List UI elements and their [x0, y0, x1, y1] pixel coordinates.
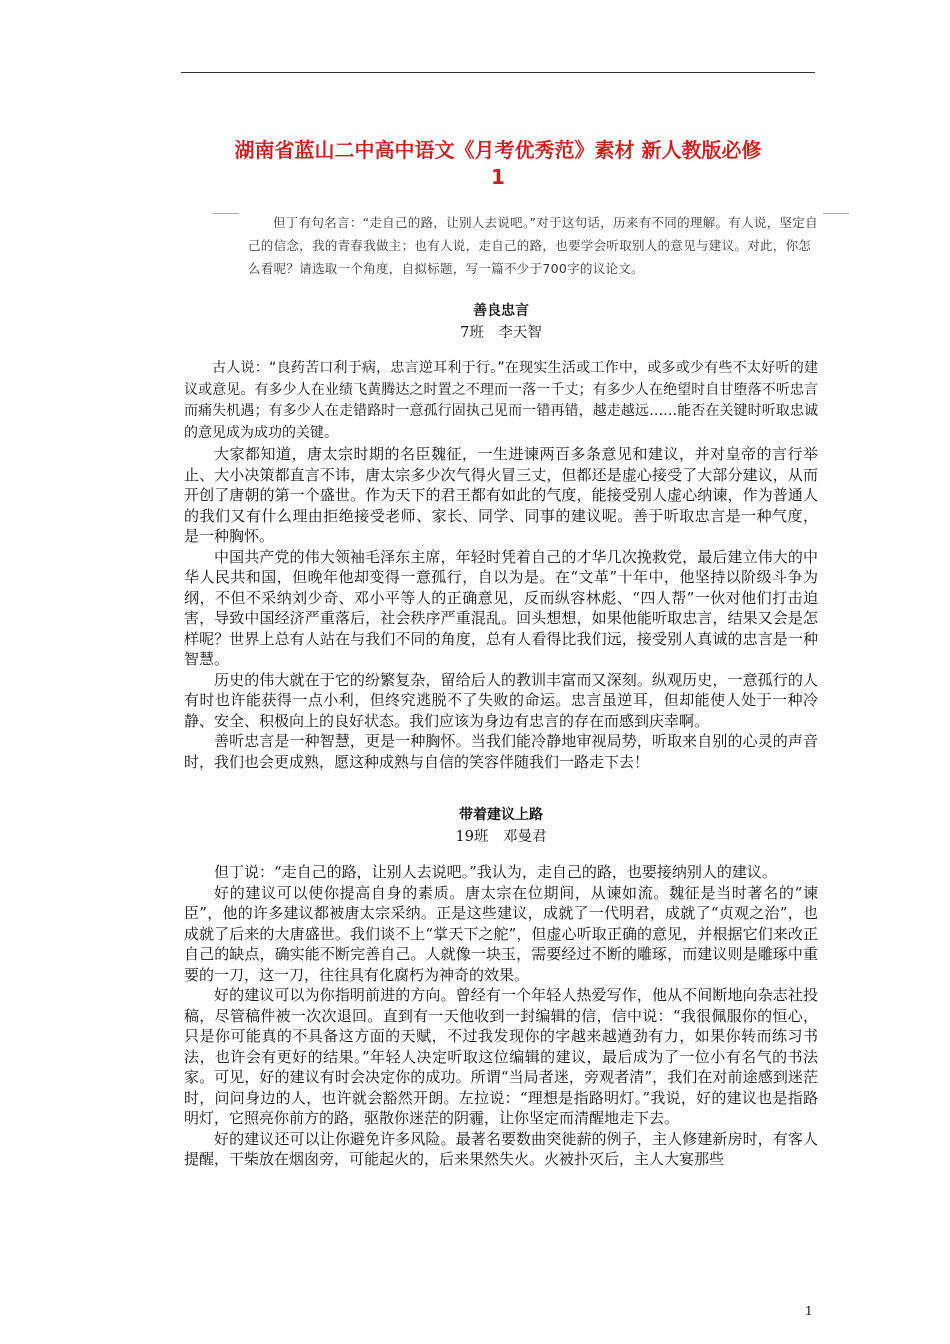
essay-2-paragraph: 好的建议可以使你提高自身的素质。唐太宗在位期间，从谏如流。魏征是当时著名的“谏臣”，他的许多建议都被唐太宗采纳。正是这些建议，成就了一代明君，成就了“贞观之治”，也成就了后来的大唐盛世。我们谈不上“掌天下之舵”，但虚心听取正确的意见，并根据它们来改正自己的缺点，确实能不断完善自己。人就像一块玉，需要经过不断的雕琢，而建议则是雕琢中重要的一刀，这一刀，往往具有化腐朽为神奇的效果。: [184, 883, 818, 984]
document-title-line2: 1: [491, 165, 505, 189]
essay-1-title: 善良忠言: [473, 303, 529, 319]
prompt-rule-left: [213, 213, 239, 214]
prompt-text: 但丁有句名言：“走自己的路，让别人去说吧。”对于这句话，历来有不同的理解。有人说，坚定自己的信念，我的青春我做主；也有人说，走自己的路，也要学会听取别人的意见与建议。对此，你怎么看呢？请选取一个角度，自拟标题，写一篇不少于700字的议论文。: [248, 215, 818, 276]
essay-2-paragraph: 好的建议还可以让你避免许多风险。最著名要数曲突徙薪的例子，主人修建新房时，有客人提醒，干柴放在烟囱旁，可能起火的，后来果然失火。火被扑灭后，主人大宴那些: [184, 1129, 818, 1168]
essay-prompt: [213, 205, 849, 280]
essay-1-author: 7班 李天智: [460, 325, 542, 341]
essay-1-paragraph: 善听忠言是一种智慧，更是一种胸怀。当我们能冷静地审视局势，听取来自别的心灵的声音时，我们也会更成熟，愿这种成熟与自信的笑容伴随我们一路走下去！: [184, 732, 818, 771]
document-title: [181, 137, 815, 191]
essay-1-paragraph: 大家都知道，唐太宗时期的名臣魏征，一生进谏两百多条意见和建议，并对皇帝的言行举止、大小决策都直言不讳，唐太宗多少次气得火冒三丈，但都还是虚心接受了大部分建议，从而开创了唐朝的第一个盛世。作为天下的君王都有如此的气度，能接受别人虚心纳谏，作为普通人的我们又有什么理由拒绝接受老师、家长、同学、同事的建议呢。善于听取忠言是一种气度， 是一种胸怀。: [184, 445, 818, 545]
essay-2-paragraph: 但丁说：“走自己的路，让别人去说吧。”我认为，走自己的路，也要接纳别人的建议。: [214, 863, 777, 881]
header-rule: [181, 72, 815, 73]
essay-1-paragraph: 古人说：“良药苦口利于病，忠言逆耳利于行。”在现实生活或工作中，或多或少有些不太好听的建议或意见。有多少人在业绩飞黄腾达之时置之不理而一落一千丈；有多少人在绝望时自甘堕落不听忠言而痛失机遇；有多少人在走错路时一意孤行固执己见而一错再错，越走越远……能否在关键时听取忠诚的意见成为成功的关键。: [184, 360, 818, 441]
prompt-rule-right: [823, 213, 849, 214]
essay-1-paragraph: 历史的伟大就在于它的纷繁复杂，留给后人的教训丰富而又深刻。纵观历史，一意孤行的人有时也许能获得一点小利，但终究逃脱不了失败的命运。忠言虽逆耳，但却能使人处于一种冷静、安全、积极向上的良好状态。我们应该为身边有忠言的存在而感到庆幸啊。: [184, 670, 818, 730]
essay-2: [184, 804, 818, 1170]
document-title-line1: 湖南省蓝山二中高中语文《月考优秀范》素材 新人教版必修: [234, 138, 762, 162]
essay-1-paragraph: 中国共产党的伟大领袖毛泽东主席，年轻时凭着自己的才华几次挽救党，最后建立伟大的中华人民共和国，但晚年他却变得一意孤行，自以为是。在“文革”十年中，他坚持以阶级斗争为纲，不但不采纳刘少奇、邓小平等人的正确意见，反而纵容林彪、“四人帮”一伙对他们打击迫害，导致中国经济严重落后，社会秩序严重混乱。回头想想，如果他能听取忠言，结果又会是怎样呢？世界上总有人站在与我们不同的角度，总有人看得比我们远，接受别人真诚的忠言是一种智慧。: [184, 547, 818, 668]
essay-2-title: 带着建议上路: [459, 807, 543, 823]
essay-2-paragraph: 好的建议可以为你指明前进的方向。曾经有一个年轻人热爱写作，他从不间断地向杂志社投稿，尽管稿件被一次次退回。直到有一天他收到一封编辑的信，信中说：“我很佩服你的恒心，只是你可能真的不具备这方面的天赋，不过我发现你的字越来越遒劲有力，如果你转而练习书法，也许会有更好的结果。”年轻人决定听取这位编辑的建议，最后成为了一位小有名气的书法家。可见，好的建议有时会决定你的成功。所谓“当局者迷，旁观者清”，我们在对前途感到迷茫时，问问身边的人，也许就会豁然开朗。左拉说：“理想是指路明灯。”我说，好的建议也是指路明灯，它照亮你前方的路，驱散你迷茫的阴霾，让你坚定而清醒地走下去。: [184, 986, 818, 1127]
essay-1: [184, 300, 818, 772]
page-number: 1: [805, 1304, 813, 1318]
essay-2-author: 19班 邓曼君: [455, 829, 547, 845]
